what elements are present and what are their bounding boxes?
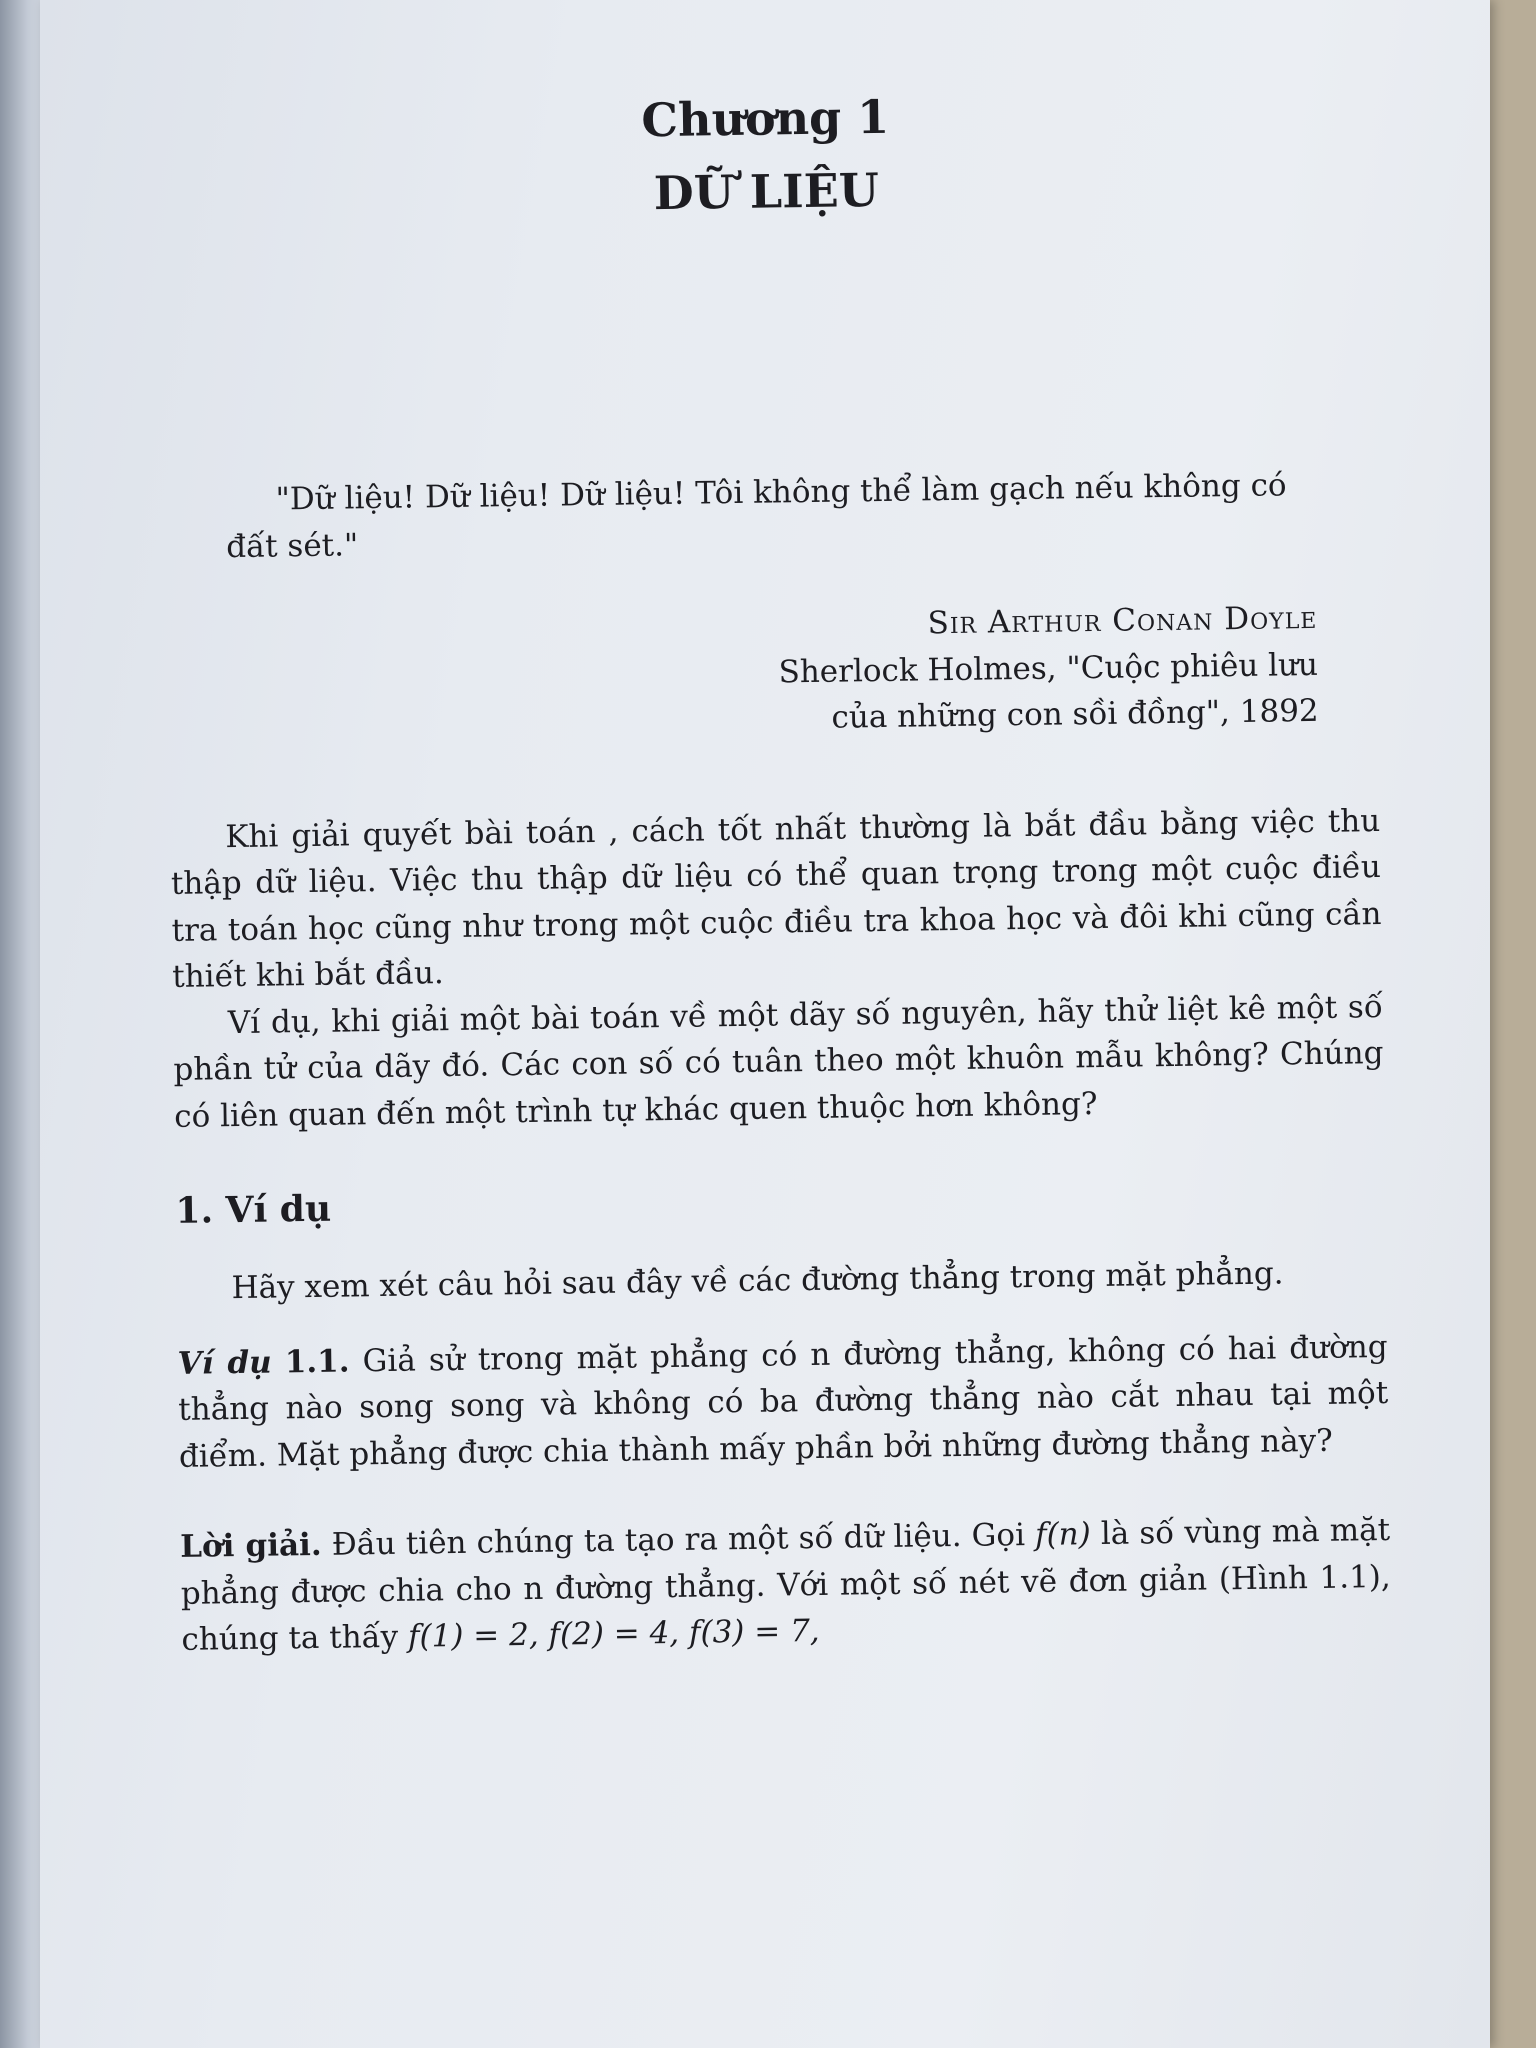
example-block (177, 1324, 1389, 1480)
chapter-number: Chương 1 (641, 89, 890, 148)
epigraph-source-line1: Sherlock Holmes, "Cuộc phiêu lưu (778, 646, 1319, 691)
page-content (160, 83, 1392, 1664)
solution-fn: f(n) (1034, 1516, 1091, 1554)
example-number: 1.1. (284, 1343, 350, 1381)
solution-values: f(1) = 2, f(2) = 4, f(3) = 7, (407, 1613, 820, 1656)
example-text: Giả sử trong mặt phẳng có n đường thẳng, không có hai đường thẳng nào song song và không có ba đường thẳng nào cắt nhau tại một điểm. Mặt phẳng được chia thành mấy phần bởi những đường thẳng này? (178, 1328, 1389, 1475)
epigraph-author: Sir Arthur Conan Doyle (927, 600, 1318, 642)
epigraph-attribution (167, 595, 1319, 751)
epigraph-source-line2: của những con sồi đồng", 1892 (831, 693, 1319, 737)
solution-label: Lời giải. (179, 1527, 322, 1566)
body-paragraph-2: Ví dụ, khi giải một bài toán về một dãy số nguyên, hãy thử liệt kê một số phần tử của dãy đó. Các con số có tuân theo một khuôn mẫu không? Chúng có liên quan đến một trình tự khác quen thuộc hơn không? (173, 988, 1384, 1135)
body-paragraph-1: Khi giải quyết bài toán , cách tốt nhất thường là bắt đầu bằng việc thu thập dữ liệu. Việc thu thập dữ liệu có thể quan trọng trong một cuộc điều tra toán học cũng như trong một cuộc điều tra khoa học và đôi khi cũng cần thiết khi bắt đầu. (170, 802, 1382, 996)
section-heading: 1. Ví dụ (175, 1188, 332, 1233)
solution-text-middle: là số vùng mà mặt phẳng được chia cho n đường thẳng. Với một số nét vẽ đơn giản (Hình 1.1), chúng ta thấy (180, 1512, 1391, 1659)
section-intro: Hãy xem xét câu hỏi sau đây về các đường thẳng trong mặt phẳng. (231, 1255, 1284, 1307)
chapter-title: DỮ LIỆU (653, 163, 880, 221)
example-label: Ví dụ (177, 1344, 272, 1382)
book-page (40, 0, 1490, 2048)
epigraph-quote: "Dữ liệu! Dữ liệu! Dữ liệu! Tôi không thể làm gạch nếu không có đất sét." (225, 467, 1287, 565)
solution-text-before: Đầu tiên chúng ta tạo ra một số dữ liệu. Gọi (331, 1517, 1026, 1564)
solution-block (180, 1507, 1392, 1663)
